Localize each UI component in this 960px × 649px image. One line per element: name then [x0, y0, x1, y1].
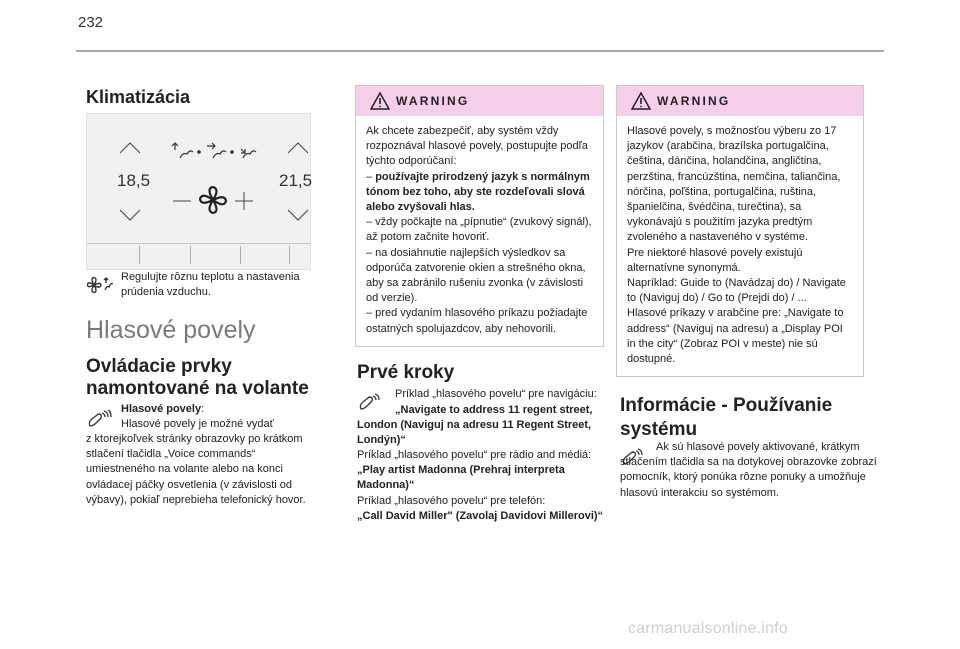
- warning-title: WARNING: [396, 94, 470, 108]
- warning-bullet: – vždy počkajte na „pípnutie“ (zvukový signál), až potom začnite hovoriť.: [366, 216, 592, 244]
- voice-section-title: Hlasové povely: [86, 316, 256, 344]
- first-steps-ex1-label: Príklad „hlasového povelu“ pre navigáciu:: [395, 388, 597, 400]
- first-steps-ex1-cmd: „Navigate to address 11 regent street, London (Naviguj na adresu 11 Regent Street, Londýn)“: [357, 404, 593, 447]
- voice-subtitle-line1: Ovládacie prvky: [86, 356, 232, 377]
- page-number: 232: [78, 14, 104, 31]
- warning-bullet: – pred vydaním hlasového príkazu požiadajte ostatných spolujazdcov, aby nehovorili.: [366, 307, 588, 335]
- info-paragraph: Ak sú hlasové povely aktivované, krátkym stlačením tlačidla sa na dotykovej obrazovke zobrazí pomocník, ktorý ponúka rôzne ponuky a umožňuje hlasovú interakciu so systémom.: [620, 441, 877, 499]
- warning-paragraph: Hlasové príkazy v arabčine pre: „Navigate to address“ (Naviguj na adresu) a „Display POI in the city“ (Zobraz POI v meste) nie sú dostupné.: [627, 307, 844, 366]
- panel-tick: [240, 246, 241, 264]
- voice-subtitle-line2: namontované na volante: [86, 378, 309, 399]
- climate-title: Klimatizácia: [86, 87, 191, 107]
- first-steps-title: Prvé kroky: [357, 362, 455, 383]
- voice-lead-bold: Hlasové povely: [121, 403, 202, 415]
- climate-control-icon: [87, 276, 113, 294]
- voice-paragraph: z ktorejkoľvek stránky obrazovky po krátkom stlačení tlačidla „Voice commands“ umiestneného na volante alebo na konci ovládacej páčky osvetlenia (v závislosti od výbavy), pokiaľ neprebieha telefonický hovor.: [86, 433, 306, 506]
- climate-caption: Regulujte rôznu teplotu a nastavenia prúdenia vzduchu.: [121, 271, 300, 299]
- warning-box-1: [355, 85, 604, 347]
- warning-paragraph: Napríklad: Guide to (Navádzaj do) / Navigate to (Naviguj do) / Go to (Prejdi do) / ...: [627, 277, 846, 305]
- plus-icon: [235, 192, 253, 210]
- voice-para-line1: Hlasové povely je možné vydať: [121, 418, 274, 431]
- warning-bullet: – používajte prirodzený jazyk s normálnym tónom bez toho, aby ste rozdeľovali slová alebo zvyšovali hlas.: [366, 170, 590, 214]
- top-rule: [76, 50, 884, 52]
- voice-lead-rest: :: [201, 403, 205, 415]
- climate-panel: [86, 113, 311, 270]
- warning-intro: Ak chcete zabezpečiť, aby systém vždy rozpoznával hlasové povely, postupujte podľa týchto odporúčaní:: [366, 125, 588, 168]
- warning-header: [617, 86, 863, 116]
- warning-header: [356, 86, 603, 116]
- warning-paragraph: Pre niektoré hlasové povely existujú alternatívne synonymá.: [627, 246, 803, 274]
- chevron-up-icon: [287, 142, 309, 154]
- warning-bullet: – na dosiahnutie najlepších výsledkov sa odporúča zatvorenie okien a strešného okna, aby sa zabránilo rušeniu zvonka (v závislosti od verzie).: [366, 246, 586, 305]
- warning-body: [356, 116, 603, 337]
- first-steps-ex2: Príklad „hlasového povelu“ pre rádio and médiá: „Play artist Madonna (Prehraj interpreta Madonna)“ Príklad „hlasového povelu“ pre telefón: „Call David Miller" (Zavolaj Davidovi Millerovi)“: [357, 449, 604, 522]
- panel-tick: [139, 246, 140, 264]
- warning-body: [617, 116, 863, 367]
- minus-icon: [173, 199, 191, 203]
- info-title-line2: systému: [620, 419, 698, 440]
- warning-triangle-icon: [370, 92, 390, 110]
- voice-command-icon: [87, 410, 113, 428]
- temperature-right: 21,5: [279, 171, 313, 190]
- warning-paragraph: Hlasové povely, s možnosťou výberu zo 17 jazykov (arabčina, brazílska portugalčina, čeština, dánčina, holandčina, angličtina, perzština, francúzština, nemčina, taliančina, nórčina, poľština, portugalčina, ruština, španielčina, švédčina, turečtina), sa vykonávajú s použitím jazyka predtým zvoleného a nastaveného v systéme.: [627, 125, 841, 244]
- voice-subtitle: [86, 356, 309, 400]
- chevron-up-icon: [119, 142, 141, 154]
- fan-icon: [198, 185, 228, 215]
- info-title: [620, 394, 832, 442]
- chevron-down-icon: [119, 209, 141, 221]
- panel-divider: [87, 243, 310, 244]
- warning-title: WARNING: [657, 94, 731, 108]
- warning-box-2: [616, 85, 864, 377]
- temperature-left: 18,5: [117, 171, 151, 190]
- panel-tick: [289, 246, 290, 264]
- warning-triangle-icon: [631, 92, 651, 110]
- panel-tick: [190, 246, 191, 264]
- info-title-line1: Informácie - Používanie: [620, 395, 833, 416]
- chevron-down-icon: [287, 209, 309, 221]
- watermark: carmanualsonline.info: [628, 620, 788, 637]
- air-distribution-icon: [171, 140, 261, 162]
- voice-lead: [121, 402, 321, 432]
